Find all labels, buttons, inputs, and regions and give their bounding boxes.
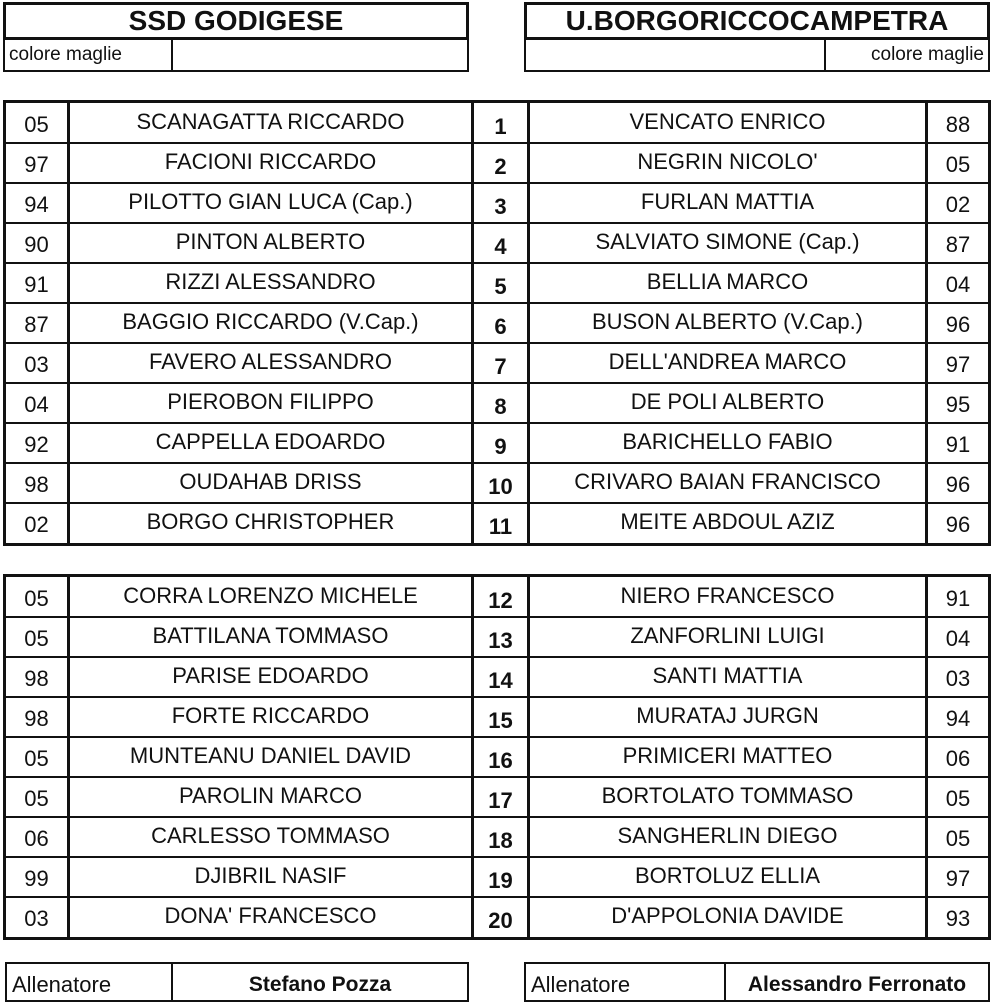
lineup-row <box>6 223 988 263</box>
lineup-row <box>6 897 988 937</box>
home-shirt-color-label: colore maglie <box>5 40 173 70</box>
away-birth-year: 04 <box>945 626 971 651</box>
away-player-name: NIERO FRANCESCO <box>530 577 928 617</box>
away-player-name: D'APPOLONIA DAVIDE <box>530 897 928 937</box>
home-player-name: BATTILANA TOMMASO <box>70 617 474 657</box>
lineup-row <box>6 817 988 857</box>
away-player-name: FURLAN MATTIA <box>530 183 928 223</box>
away-birth-year: 06 <box>945 746 971 771</box>
away-player-name: NEGRIN NICOLO' <box>530 143 928 183</box>
home-coach-name: Stefano Pozza <box>248 973 392 996</box>
home-birth-year: 98 <box>6 657 70 697</box>
away-player-name: SALVIATO SIMONE (Cap.) <box>530 223 928 263</box>
row-divider <box>6 182 988 184</box>
away-player-name: VENCATO ENRICO <box>530 103 928 143</box>
away-birth-year: 96 <box>945 472 971 497</box>
lineup-row <box>6 737 988 777</box>
home-player-name: FACIONI RICCARDO <box>70 143 474 183</box>
home-birth-year: 02 <box>6 503 70 543</box>
away-birth-year: 91 <box>945 432 971 457</box>
away-player-name: BARICHELLO FABIO <box>530 423 928 463</box>
home-team-name: SSD GODIGESE <box>3 2 469 40</box>
home-player-name: PIEROBON FILIPPO <box>70 383 474 423</box>
away-birth-year: 91 <box>945 586 971 611</box>
lineup-row <box>6 303 988 343</box>
lineup-row <box>6 617 988 657</box>
shirt-number: 6 <box>474 303 530 343</box>
row-divider <box>6 462 988 464</box>
row-divider <box>6 616 988 618</box>
lineup-row <box>6 183 988 223</box>
starters-table <box>3 100 991 546</box>
lineup-row <box>6 777 988 817</box>
away-player-name: DE POLI ALBERTO <box>530 383 928 423</box>
home-player-name: CARLESSO TOMMASO <box>70 817 474 857</box>
away-player-name: BUSON ALBERTO (V.Cap.) <box>530 303 928 343</box>
home-birth-year: 98 <box>6 697 70 737</box>
row-divider <box>6 656 988 658</box>
shirt-number: 18 <box>474 817 530 857</box>
away-player-name: BELLIA MARCO <box>530 263 928 303</box>
home-birth-year: 98 <box>6 463 70 503</box>
away-player-name: ZANFORLINI LUIGI <box>530 617 928 657</box>
lineup-row <box>6 857 988 897</box>
away-birth-year: 95 <box>945 392 971 417</box>
home-birth-year: 06 <box>6 817 70 857</box>
away-player-name: CRIVARO BAIAN FRANCISCO <box>530 463 928 503</box>
away-player-name: SANGHERLIN DIEGO <box>530 817 928 857</box>
row-divider <box>6 896 988 898</box>
away-birth-year: 96 <box>945 312 971 337</box>
away-shirt-color-label: colore maglie <box>871 44 984 65</box>
row-divider <box>6 142 988 144</box>
home-player-name: PILOTTO GIAN LUCA (Cap.) <box>70 183 474 223</box>
home-player-name: FORTE RICCARDO <box>70 697 474 737</box>
home-player-name: SCANAGATTA RICCARDO <box>70 103 474 143</box>
row-divider <box>6 222 988 224</box>
home-player-name: CORRA LORENZO MICHELE <box>70 577 474 617</box>
home-coach-row <box>5 962 469 1002</box>
home-birth-year: 05 <box>6 737 70 777</box>
shirt-number: 7 <box>474 343 530 383</box>
shirt-number: 3 <box>474 183 530 223</box>
row-divider <box>6 342 988 344</box>
lineup-row <box>6 343 988 383</box>
home-birth-year: 05 <box>6 777 70 817</box>
away-birth-year: 05 <box>945 826 971 851</box>
home-birth-year: 05 <box>6 577 70 617</box>
lineup-row <box>6 423 988 463</box>
away-birth-year: 94 <box>945 706 971 731</box>
home-shirt-color-row <box>3 40 469 72</box>
home-birth-year: 87 <box>6 303 70 343</box>
home-birth-year: 99 <box>6 857 70 897</box>
away-player-name: BORTOLUZ ELLIA <box>530 857 928 897</box>
home-birth-year: 05 <box>6 103 70 143</box>
home-birth-year: 03 <box>6 343 70 383</box>
away-player-name: BORTOLATO TOMMASO <box>530 777 928 817</box>
away-birth-year: 96 <box>945 512 971 537</box>
away-team-name: U.BORGORICCOCAMPETRA <box>524 2 990 40</box>
row-divider <box>6 302 988 304</box>
row-divider <box>6 502 988 504</box>
shirt-number: 2 <box>474 143 530 183</box>
row-divider <box>6 422 988 424</box>
home-coach-label: Allenatore <box>7 964 173 1002</box>
shirt-number: 16 <box>474 737 530 777</box>
lineup-row <box>6 103 988 143</box>
away-birth-year: 97 <box>945 352 971 377</box>
away-coach-label: Allenatore <box>526 964 726 1002</box>
row-divider <box>6 696 988 698</box>
away-birth-year: 04 <box>945 272 971 297</box>
away-birth-year: 88 <box>945 112 971 137</box>
lineup-row <box>6 383 988 423</box>
away-coach-row <box>524 962 990 1002</box>
away-player-name: MURATAJ JURGN <box>530 697 928 737</box>
lineup-row <box>6 143 988 183</box>
row-divider <box>6 776 988 778</box>
shirt-number: 20 <box>474 897 530 937</box>
away-birth-year: 93 <box>945 906 971 931</box>
lineup-row <box>6 577 988 617</box>
home-player-name: DONA' FRANCESCO <box>70 897 474 937</box>
shirt-number: 5 <box>474 263 530 303</box>
home-player-name: BORGO CHRISTOPHER <box>70 503 474 543</box>
home-birth-year: 91 <box>6 263 70 303</box>
home-player-name: MUNTEANU DANIEL DAVID <box>70 737 474 777</box>
home-player-name: RIZZI ALESSANDRO <box>70 263 474 303</box>
shirt-number: 8 <box>474 383 530 423</box>
away-birth-year: 05 <box>945 152 971 177</box>
row-divider <box>6 856 988 858</box>
lineup-row <box>6 503 988 543</box>
shirt-number: 11 <box>474 503 530 543</box>
away-shirt-color-value <box>526 40 826 70</box>
substitutes-table <box>3 574 991 940</box>
home-birth-year: 05 <box>6 617 70 657</box>
away-coach-name: Alessandro Ferronato <box>747 973 967 996</box>
lineup-row <box>6 657 988 697</box>
away-birth-year: 87 <box>945 232 971 257</box>
home-birth-year: 92 <box>6 423 70 463</box>
row-divider <box>6 816 988 818</box>
home-player-name: PINTON ALBERTO <box>70 223 474 263</box>
home-birth-year: 03 <box>6 897 70 937</box>
home-birth-year: 94 <box>6 183 70 223</box>
home-player-name: FAVERO ALESSANDRO <box>70 343 474 383</box>
home-shirt-color-value <box>173 40 467 70</box>
lineup-row <box>6 697 988 737</box>
away-player-name: PRIMICERI MATTEO <box>530 737 928 777</box>
away-player-name: MEITE ABDOUL AZIZ <box>530 503 928 543</box>
lineup-row <box>6 263 988 303</box>
shirt-number: 13 <box>474 617 530 657</box>
away-shirt-color-row <box>524 40 990 72</box>
shirt-number: 1 <box>474 103 530 143</box>
home-birth-year: 90 <box>6 223 70 263</box>
away-birth-year: 97 <box>945 866 971 891</box>
away-birth-year: 03 <box>945 666 971 691</box>
shirt-number: 15 <box>474 697 530 737</box>
shirt-number: 10 <box>474 463 530 503</box>
row-divider <box>6 382 988 384</box>
shirt-number: 17 <box>474 777 530 817</box>
home-player-name: BAGGIO RICCARDO (V.Cap.) <box>70 303 474 343</box>
home-birth-year: 04 <box>6 383 70 423</box>
away-player-name: SANTI MATTIA <box>530 657 928 697</box>
home-player-name: OUDAHAB DRISS <box>70 463 474 503</box>
home-player-name: DJIBRIL NASIF <box>70 857 474 897</box>
home-birth-year: 97 <box>6 143 70 183</box>
shirt-number: 14 <box>474 657 530 697</box>
shirt-number: 9 <box>474 423 530 463</box>
lineup-row <box>6 463 988 503</box>
home-player-name: CAPPELLA EDOARDO <box>70 423 474 463</box>
row-divider <box>6 262 988 264</box>
shirt-number: 12 <box>474 577 530 617</box>
shirt-number: 4 <box>474 223 530 263</box>
row-divider <box>6 736 988 738</box>
home-player-name: PARISE EDOARDO <box>70 657 474 697</box>
away-player-name: DELL'ANDREA MARCO <box>530 343 928 383</box>
home-player-name: PAROLIN MARCO <box>70 777 474 817</box>
away-birth-year: 02 <box>945 192 971 217</box>
away-birth-year: 05 <box>945 786 971 811</box>
shirt-number: 19 <box>474 857 530 897</box>
